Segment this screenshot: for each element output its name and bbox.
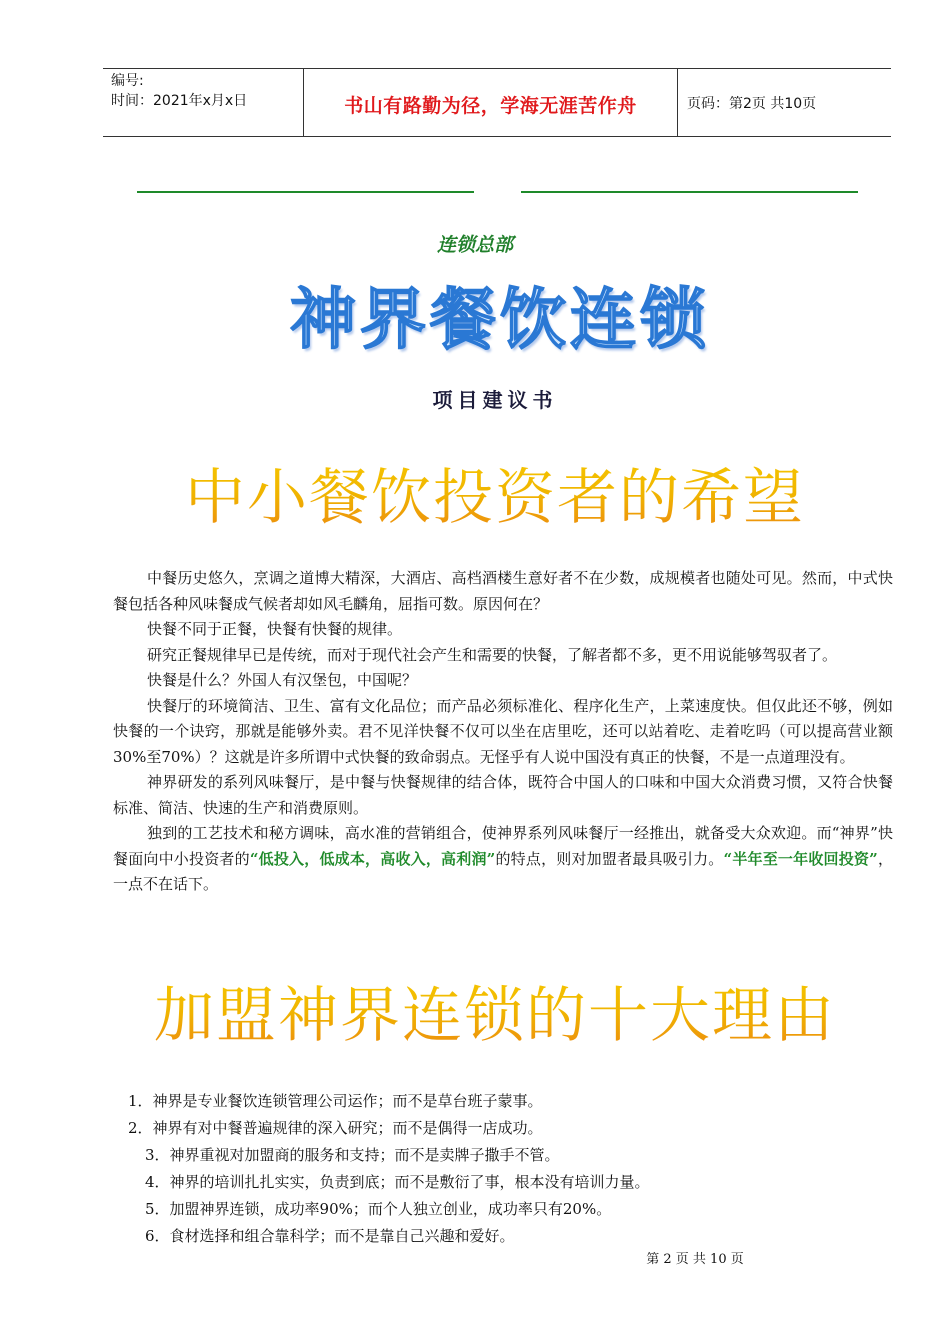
paragraph-text: ，一点不在话下。	[113, 849, 893, 893]
brand-title: 神界餐饮连锁	[290, 281, 710, 358]
paragraph: 研究正餐规律早已是传统，而对于现代社会产生和需要的快餐，了解者都不多，更不用说能够驾驭者了。	[147, 645, 838, 664]
green-divider-right	[521, 191, 858, 193]
header-meta-cell	[103, 69, 303, 136]
section-heading-reasons: 加盟神界连锁的十大理由	[0, 980, 950, 1052]
green-divider-left	[137, 191, 474, 193]
time-label: 时间：2021年x月x日	[111, 93, 248, 109]
list-item: 6．食材选择和组合靠科学；而不是靠自己兴趣和爱好。	[145, 1227, 515, 1245]
paragraph-text: 独到的工艺技术和秘方调味，高水准的营销组合，使神界系列风味餐厅一经推出，就备受大众欢迎。而“神界”快餐面向中小投资者的	[113, 824, 893, 868]
paragraph: 快餐不同于正餐，快餐有快餐的规律。	[147, 620, 403, 638]
list-item: 2．神界有对中餐普遍规律的深入研究；而不是偶得一店成功。	[128, 1119, 543, 1137]
intro-text	[113, 566, 893, 898]
list-item: 5．加盟神界连锁，成功率90%；而个人独立创业，成功率只有20%。	[145, 1200, 612, 1218]
paragraph-text: 的特点，则对加盟者最具吸引力。	[495, 849, 724, 868]
reasons-list	[128, 1088, 828, 1250]
motto: 书山有路勤为径，学海无涯苦作舟	[344, 95, 637, 117]
paragraph: 神界研发的系列风味餐厅，是中餐与快餐规律的结合体，既符合中国人的口味和中国大众消费习惯，又符合快餐标准、简洁、快速的生产和消费原则。	[113, 773, 893, 817]
highlight-slogan: “低投入，低成本，高收入，高利润”	[249, 849, 496, 868]
paragraph: 快餐厅的环境简洁、卫生、富有文化品位；而产品必须标准化、程序化生产，上菜速度快。但仅此还不够，例如快餐的一个诀窍，那就是能够外卖。君不见洋快餐不仅可以坐在店里吃，还可以站着吃、走着吃吗（可以提高营业额30%至70%）？这就是许多所谓中式快餐的致命弱点。无怪乎有人说中国没有真正的快餐，不是一点道理没有。	[113, 696, 893, 766]
page-footer: 第 2 页 共 10 页	[646, 1252, 744, 1267]
header-page-cell	[677, 69, 891, 136]
paragraph: 快餐是什么？外国人有汉堡包，中国呢？	[147, 671, 418, 689]
page-info: 页码：第2页 共10页	[687, 96, 817, 112]
paragraph: 中餐历史悠久，烹调之道博大精深，大酒店、高档酒楼生意好者不在少数，成规模者也随处可见。然而，中式快餐包括各种风味餐成气候者却如风毛麟角，屈指可数。原因何在？	[113, 569, 893, 613]
list-item: 3．神界重视对加盟商的服务和支持；而不是卖牌子撒手不管。	[145, 1146, 560, 1164]
number-label: 编号:	[111, 73, 144, 89]
highlight-payback: “半年至一年收回投资”	[723, 849, 878, 868]
list-item: 4．神界的培训扎扎实实，负责到底；而不是敷衍了事，根本没有培训力量。	[145, 1173, 650, 1191]
header-motto-cell	[303, 69, 678, 136]
hq-label: 连锁总部	[436, 234, 513, 256]
list-item: 1．神界是专业餐饮连锁管理公司运作；而不是草台班子蒙事。	[128, 1092, 543, 1110]
document-header	[103, 68, 891, 137]
document-subtitle: 项目建议书	[432, 388, 558, 412]
paragraph-highlight	[113, 821, 893, 898]
section-heading-hope: 中小餐饮投资者的希望	[0, 462, 950, 534]
